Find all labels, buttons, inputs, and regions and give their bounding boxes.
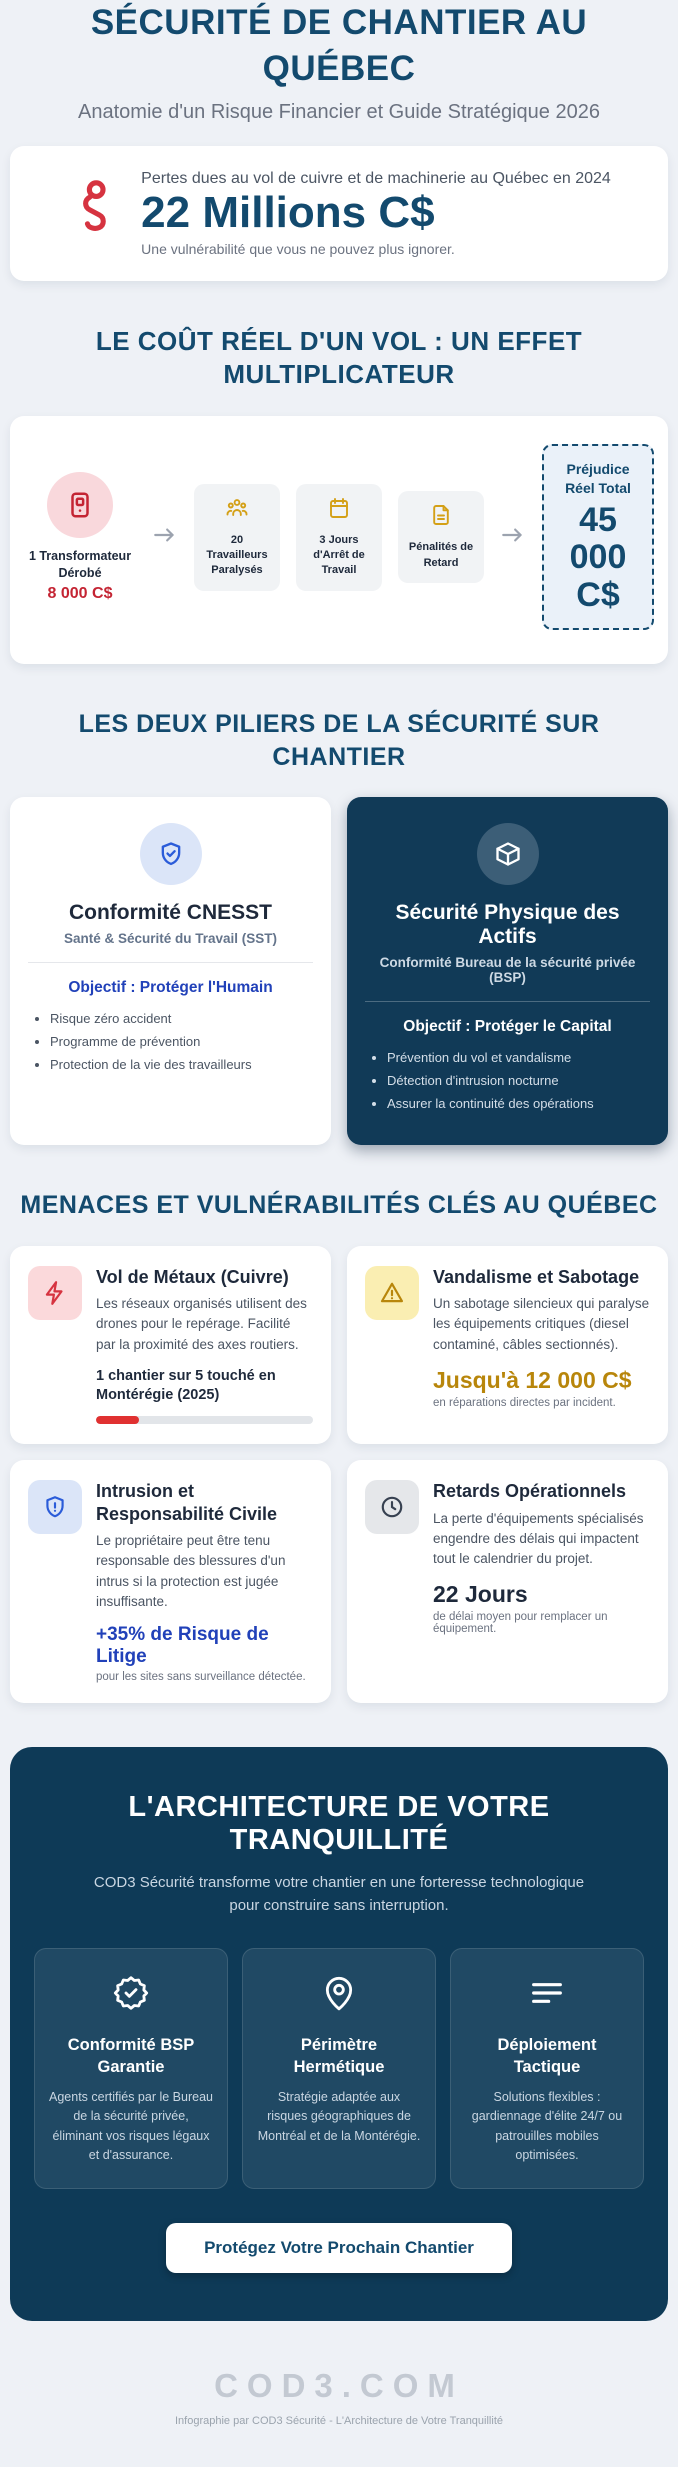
progress-fill [96, 1416, 139, 1424]
threat-stat: Jusqu'à 12 000 C$ [433, 1366, 632, 1393]
currency-section-icon [67, 179, 119, 248]
hero-text-block [141, 170, 611, 257]
architecture-section [10, 1747, 668, 2321]
pillar-objective: Objectif : Protéger l'Humain [68, 979, 273, 997]
pillar-card-bsp [347, 797, 668, 1145]
threat-content [433, 1266, 650, 1409]
hero-note: Une vulnérabilité que vous ne pouvez plus ignorer. [141, 240, 455, 257]
pillar-subtitle: Santé & Sécurité du Travail (SST) [63, 931, 278, 947]
arch-card-tactical [450, 1948, 644, 2189]
progress-bar [96, 1416, 313, 1424]
list-item: • Prévention du vol et vandalisme [387, 1050, 650, 1065]
footer-brand: COD3.COM [214, 2366, 464, 2404]
flow-step-label: 3 Jours d'Arrêt de Travail [313, 533, 365, 577]
threat-body: Le propriétaire peut être tenu responsable des blessures d'un intrus si la protection est jugée insuffisante. [96, 1533, 286, 1609]
threat-stat: 22 Jours [433, 1581, 528, 1608]
threat-card-intrusion [10, 1460, 331, 1703]
page-subtitle: Anatomie d'un Risque Financier et Guide Stratégique 2026 [78, 101, 600, 123]
flow-step-label: 20 Travailleurs Paralysés [206, 533, 268, 577]
hero-loss-card [10, 146, 668, 281]
list-item: • Assurer la continuité des opérations [387, 1096, 650, 1111]
list-item: • Risque zéro accident [50, 1011, 313, 1026]
shield-check-icon [140, 823, 202, 885]
threat-card-vandalism [347, 1246, 668, 1444]
threats-heading: MENACES ET VULNÉRABILITÉS CLÉS AU QUÉBEC [20, 1191, 658, 1220]
pillar-subtitle: Conformité Bureau de la sécurité privée (BSP) [379, 955, 636, 986]
shield-alert-icon [28, 1480, 82, 1534]
threats-grid [10, 1246, 668, 1703]
document-icon [429, 514, 453, 531]
threat-body: Un sabotage silencieux qui paralyse les équipements critiques (diesel contaminé, câbles sectionnés). [433, 1296, 650, 1352]
flow-step-label: Pénalités de Retard [408, 541, 474, 569]
lightning-icon [28, 1266, 82, 1320]
threat-body: La perte d'équipements spécialisés engendre des délais qui impactent tout le calendrier du projet. [433, 1510, 644, 1567]
pillar-card-cnesst [10, 797, 331, 1145]
warning-triangle-icon [365, 1266, 419, 1320]
arch-card-body: Stratégie adaptée aux risques géographiques de Montréal et de la Montérégie. [257, 2090, 421, 2143]
map-pin-icon [319, 2000, 359, 2017]
pillar-list [50, 1011, 313, 1072]
pillars-heading: LES DEUX PILIERS DE LA SÉCURITÉ SUR CHANTIER [78, 710, 600, 771]
arch-card-bsp [34, 1948, 228, 2189]
divider [365, 1001, 650, 1002]
arch-card-body: Agents certifiés par le Bureau de la sécurité privée, éliminant vos risques légaux et d'assurance. [49, 2090, 213, 2163]
badge-check-icon [111, 2000, 151, 2017]
flow-step-penalties [398, 491, 484, 583]
hero-amount: 22 Millions C$ [141, 188, 435, 237]
divider [28, 962, 313, 963]
list-item: • Programme de prévention [50, 1034, 313, 1049]
threat-stat: 1 chantier sur 5 touché en Montérégie (2025) [96, 1367, 276, 1404]
pillar-list [387, 1050, 650, 1111]
threat-stat: +35% de Risque de Litige [96, 1624, 269, 1668]
transformer-icon [47, 472, 113, 538]
threat-note: de délai moyen pour remplacer un équipement. [433, 1611, 608, 1636]
hero-kicker: Pertes dues au vol de cuivre et de machinerie au Québec en 2024 [141, 170, 611, 187]
flow-source [24, 472, 136, 603]
calendar-icon [327, 507, 351, 524]
pillar-title: Conformité CNESST [68, 901, 272, 925]
flow-result-box [542, 444, 654, 630]
threat-title: Vandalisme et Sabotage [433, 1266, 640, 1287]
flow-result-label: Préjudice Réel Total [565, 461, 631, 497]
threat-card-metal-theft [10, 1246, 331, 1444]
workers-icon [225, 507, 249, 524]
threat-content [96, 1266, 313, 1424]
list-item: • Protection de la vie des travailleurs [50, 1057, 313, 1072]
arrow-right-icon [152, 522, 178, 553]
protect-cta-button[interactable]: Protégez Votre Prochain Chantier [166, 2223, 512, 2273]
multiplier-heading: LE COÛT RÉEL D'UN VOL : UN EFFET MULTIPLICATEUR [95, 325, 583, 390]
package-icon [477, 823, 539, 885]
arrow-right-icon [500, 522, 526, 553]
flow-step-days [296, 484, 382, 591]
threat-card-delays [347, 1460, 668, 1703]
threat-title: Intrusion et Responsabilité Civile [96, 1481, 278, 1524]
threat-note: pour les sites sans surveillance détectée. [96, 1671, 306, 1684]
flow-step-workers [194, 484, 280, 591]
multiplier-flow-card [10, 416, 668, 664]
threat-note: en réparations directes par incident. [433, 1396, 616, 1409]
flow-source-label: 1 Transformateur Dérobé [28, 548, 132, 580]
pillar-objective: Objectif : Protéger le Capital [403, 1018, 612, 1036]
list-item: • Détection d'intrusion nocturne [387, 1073, 650, 1088]
threat-body: Les réseaux organisés utilisent des drones pour le repérage. Facilité par la proximité des axes routiers. [96, 1296, 307, 1352]
pillar-title: Sécurité Physique des Actifs [395, 901, 620, 949]
architecture-subtitle: COD3 Sécurité transforme votre chantier en une forteresse technologique pour construire sans interruption. [93, 1874, 585, 1915]
page-title: SÉCURITÉ DE CHANTIER AU QUÉBEC [90, 3, 588, 88]
threat-content [433, 1480, 650, 1635]
pillars-grid [10, 797, 668, 1145]
clock-icon [365, 1480, 419, 1534]
arch-card-body: Solutions flexibles : gardiennage d'élite 24/7 ou patrouilles mobiles optimisées. [471, 2090, 623, 2163]
threat-title: Vol de Métaux (Cuivre) [96, 1266, 289, 1287]
lines-icon [527, 2000, 567, 2017]
footer [10, 2321, 668, 2437]
architecture-cards [34, 1948, 644, 2189]
flow-source-value: 8 000 C$ [47, 584, 113, 602]
arch-card-title: Périmètre Hermétique [293, 2035, 385, 2076]
cta-row [34, 2223, 644, 2273]
threat-title: Retards Opérationnels [433, 1481, 627, 1502]
footer-note: Infographie par COD3 Sécurité - L'Architecture de Votre Tranquillité [175, 2414, 503, 2427]
flow-result-value: 45 000 C$ [569, 500, 627, 614]
arch-card-perimeter [242, 1948, 436, 2189]
architecture-heading: L'ARCHITECTURE DE VOTRE TRANQUILLITÉ [128, 1791, 550, 1857]
threat-content [96, 1480, 313, 1683]
arch-card-title: Déploiement Tactique [497, 2035, 597, 2076]
arch-card-title: Conformité BSP Garantie [67, 2035, 195, 2076]
